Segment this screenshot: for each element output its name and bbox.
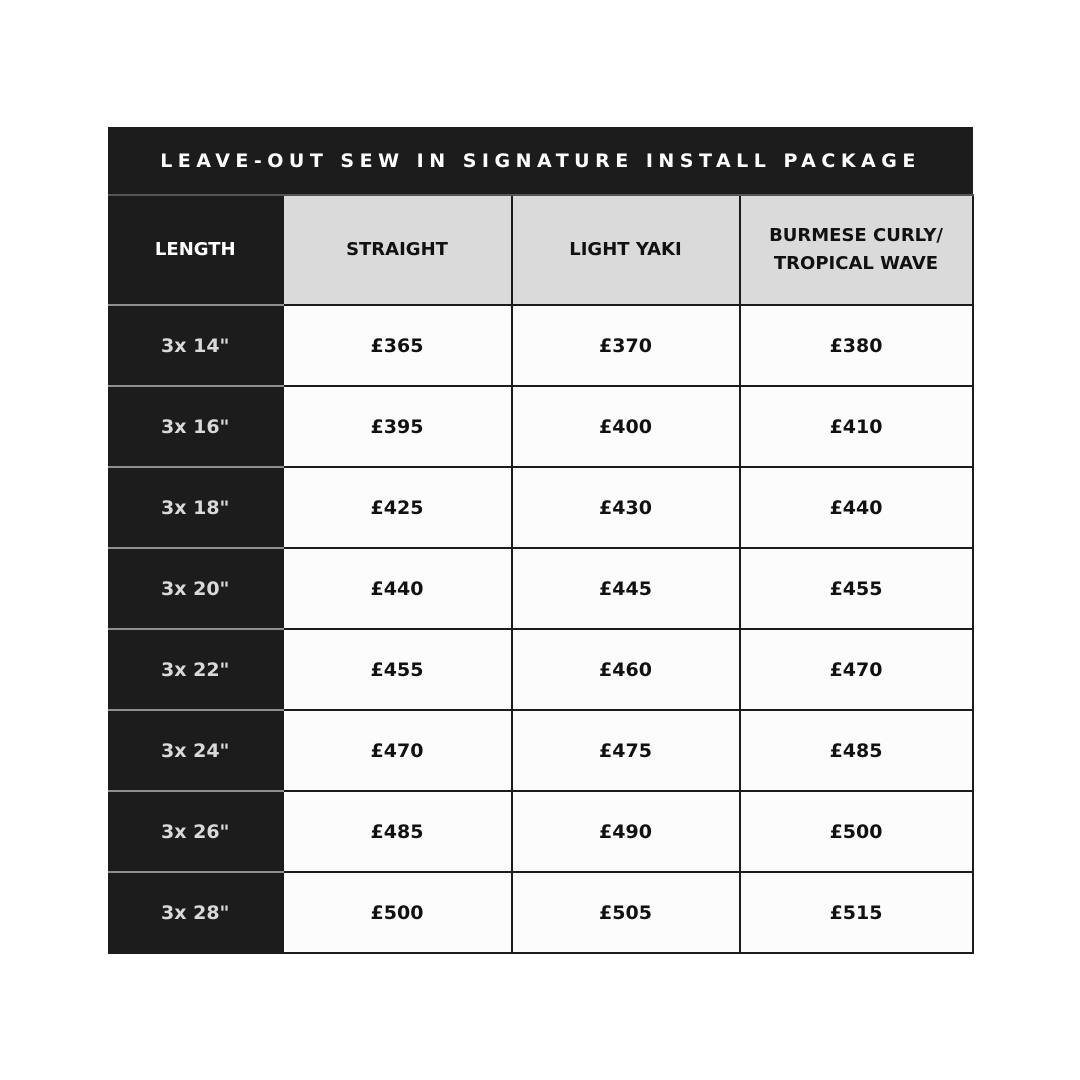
table-row <box>109 872 973 953</box>
price-burmese: £440 <box>740 467 973 548</box>
price-straight: £470 <box>283 710 512 791</box>
price-straight: £365 <box>283 305 512 386</box>
price-light-yaki: £490 <box>512 791 740 872</box>
length-cell: 3x 28" <box>109 872 283 953</box>
title-row <box>109 128 973 196</box>
price-straight: £395 <box>283 386 512 467</box>
table-row <box>109 305 973 386</box>
header-row <box>109 195 973 305</box>
table-row <box>109 791 973 872</box>
price-table <box>108 127 974 954</box>
price-straight: £455 <box>283 629 512 710</box>
length-cell: 3x 20" <box>109 548 283 629</box>
price-burmese: £470 <box>740 629 973 710</box>
table-row <box>109 629 973 710</box>
price-light-yaki: £460 <box>512 629 740 710</box>
price-light-yaki: £475 <box>512 710 740 791</box>
price-burmese: £455 <box>740 548 973 629</box>
table-row <box>109 548 973 629</box>
length-cell: 3x 22" <box>109 629 283 710</box>
price-burmese: £380 <box>740 305 973 386</box>
price-straight: £500 <box>283 872 512 953</box>
header-burmese-line2: TROPICAL WAVE <box>773 253 939 274</box>
price-straight: £485 <box>283 791 512 872</box>
header-burmese-curly-tropical-wave <box>740 195 973 305</box>
header-burmese-line1: BURMESE CURLY/ <box>769 225 943 246</box>
table-row <box>109 467 973 548</box>
price-burmese: £485 <box>740 710 973 791</box>
table-row <box>109 386 973 467</box>
price-straight: £440 <box>283 548 512 629</box>
header-straight: STRAIGHT <box>283 195 512 305</box>
price-light-yaki: £445 <box>512 548 740 629</box>
price-light-yaki: £505 <box>512 872 740 953</box>
length-cell: 3x 26" <box>109 791 283 872</box>
price-light-yaki: £430 <box>512 467 740 548</box>
price-straight: £425 <box>283 467 512 548</box>
price-light-yaki: £370 <box>512 305 740 386</box>
length-cell: 3x 18" <box>109 467 283 548</box>
table-row <box>109 710 973 791</box>
price-burmese: £515 <box>740 872 973 953</box>
price-burmese: £410 <box>740 386 973 467</box>
price-light-yaki: £400 <box>512 386 740 467</box>
length-cell: 3x 24" <box>109 710 283 791</box>
length-cell: 3x 16" <box>109 386 283 467</box>
length-cell: 3x 14" <box>109 305 283 386</box>
price-burmese: £500 <box>740 791 973 872</box>
header-length: LENGTH <box>109 195 283 305</box>
header-light-yaki: LIGHT YAKI <box>512 195 740 305</box>
table-title: LEAVE-OUT SEW IN SIGNATURE INSTALL PACKAGE <box>109 128 973 196</box>
